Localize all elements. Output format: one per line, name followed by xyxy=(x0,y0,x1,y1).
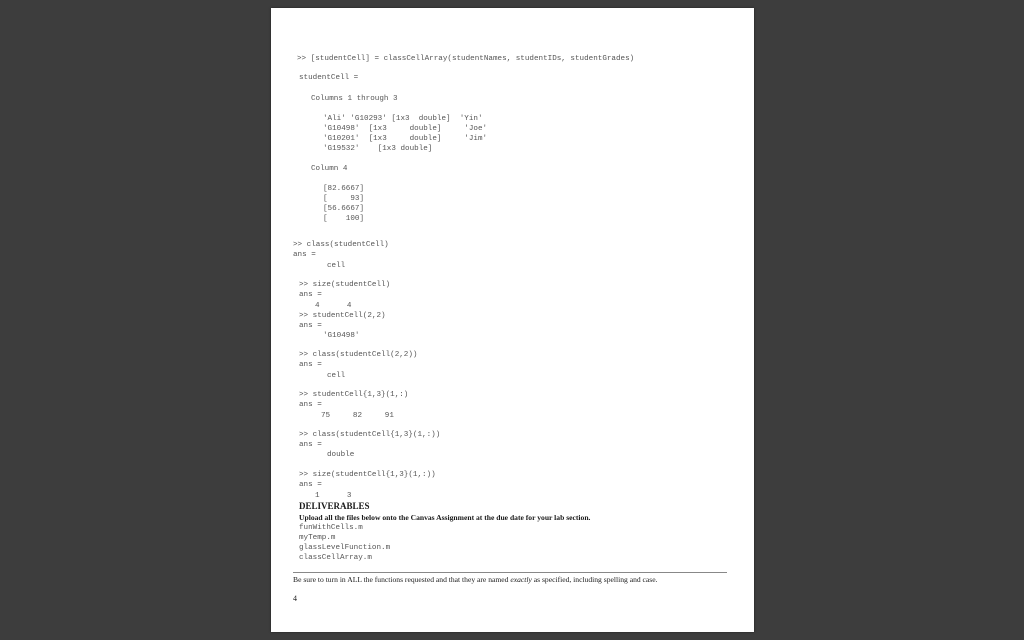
code-line-column4-header: Column 4 xyxy=(311,165,348,173)
code-line-ans-value: cell xyxy=(327,262,346,270)
footer-note-emphasis: exactly xyxy=(510,575,532,584)
footer-note xyxy=(293,575,658,585)
deliverable-file: funWithCells.m xyxy=(299,524,363,532)
deliverables-heading: DELIVERABLES xyxy=(299,501,370,511)
code-line-ans-value: cell xyxy=(327,372,346,380)
code-line-cell-row-4: 'G19532' [1x3 double] xyxy=(323,145,433,153)
code-line-cell-row-1: 'Ali' 'G10293' [1x3 double] 'Yin' xyxy=(323,115,483,123)
code-line-column4-value-4: [ 100] xyxy=(323,215,365,223)
code-line-ans-label: ans = xyxy=(299,441,322,449)
footer-divider xyxy=(293,572,727,573)
deliverable-file: myTemp.m xyxy=(299,534,336,542)
code-line-class-command: >> class(studentCell) xyxy=(293,241,389,249)
code-line-ans-label: ans = xyxy=(293,251,316,259)
code-line-ans-label: ans = xyxy=(299,401,322,409)
code-line-class-brace-command: >> class(studentCell{1,3}(1,:)) xyxy=(299,431,441,439)
code-line-column4-value-1: [82.6667] xyxy=(323,185,365,193)
code-line-ans-label: ans = xyxy=(299,322,322,330)
code-line-ans-value: 75 82 91 xyxy=(321,412,394,420)
code-line-ans-value: 1 3 xyxy=(315,492,352,500)
code-line-ans-label: ans = xyxy=(299,361,322,369)
code-line-ans-value: 4 4 xyxy=(315,302,352,310)
code-line-column4-value-3: [56.6667] xyxy=(323,205,365,213)
deliverable-file: classCellArray.m xyxy=(299,554,372,562)
code-line-columns-header: Columns 1 through 3 xyxy=(311,95,398,103)
document-page xyxy=(271,8,754,632)
code-line-cell-row-3: 'G10201' [1x3 double] 'Jim' xyxy=(323,135,488,143)
code-line-index-command: >> studentCell(2,2) xyxy=(299,312,386,320)
code-line-ans-label: ans = xyxy=(299,291,322,299)
code-line-brace-index-command: >> studentCell{1,3}(1,:) xyxy=(299,391,409,399)
footer-note-end: as specified, including spelling and case. xyxy=(531,575,658,584)
code-line-ans-label: ans = xyxy=(299,481,322,489)
code-line-size-command: >> size(studentCell) xyxy=(299,281,391,289)
code-line-cell-row-2: 'G10498' [1x3 double] 'Joe' xyxy=(323,125,488,133)
code-line-ans-value: 'G10498' xyxy=(323,332,360,340)
footer-note-start: Be sure to turn in ALL the functions requested and that they are named xyxy=(293,575,511,584)
code-line-class-index-command: >> class(studentCell(2,2)) xyxy=(299,351,418,359)
deliverable-file: glassLevelFunction.m xyxy=(299,544,391,552)
code-line-cellarray-command: >> [studentCell] = classCellArray(studentNames, studentIDs, studentGrades) xyxy=(297,55,635,63)
code-line-column4-value-2: [ 93] xyxy=(323,195,365,203)
code-line-size-brace-command: >> size(studentCell{1,3}(1,:)) xyxy=(299,471,436,479)
code-line-ans-value: double xyxy=(327,451,355,459)
deliverables-instruction: Upload all the files below onto the Canvas Assignment at the due date for your lab section. xyxy=(299,513,591,522)
code-line-studentcell-output: studentCell = xyxy=(299,74,359,82)
page-number: 4 xyxy=(293,594,297,603)
